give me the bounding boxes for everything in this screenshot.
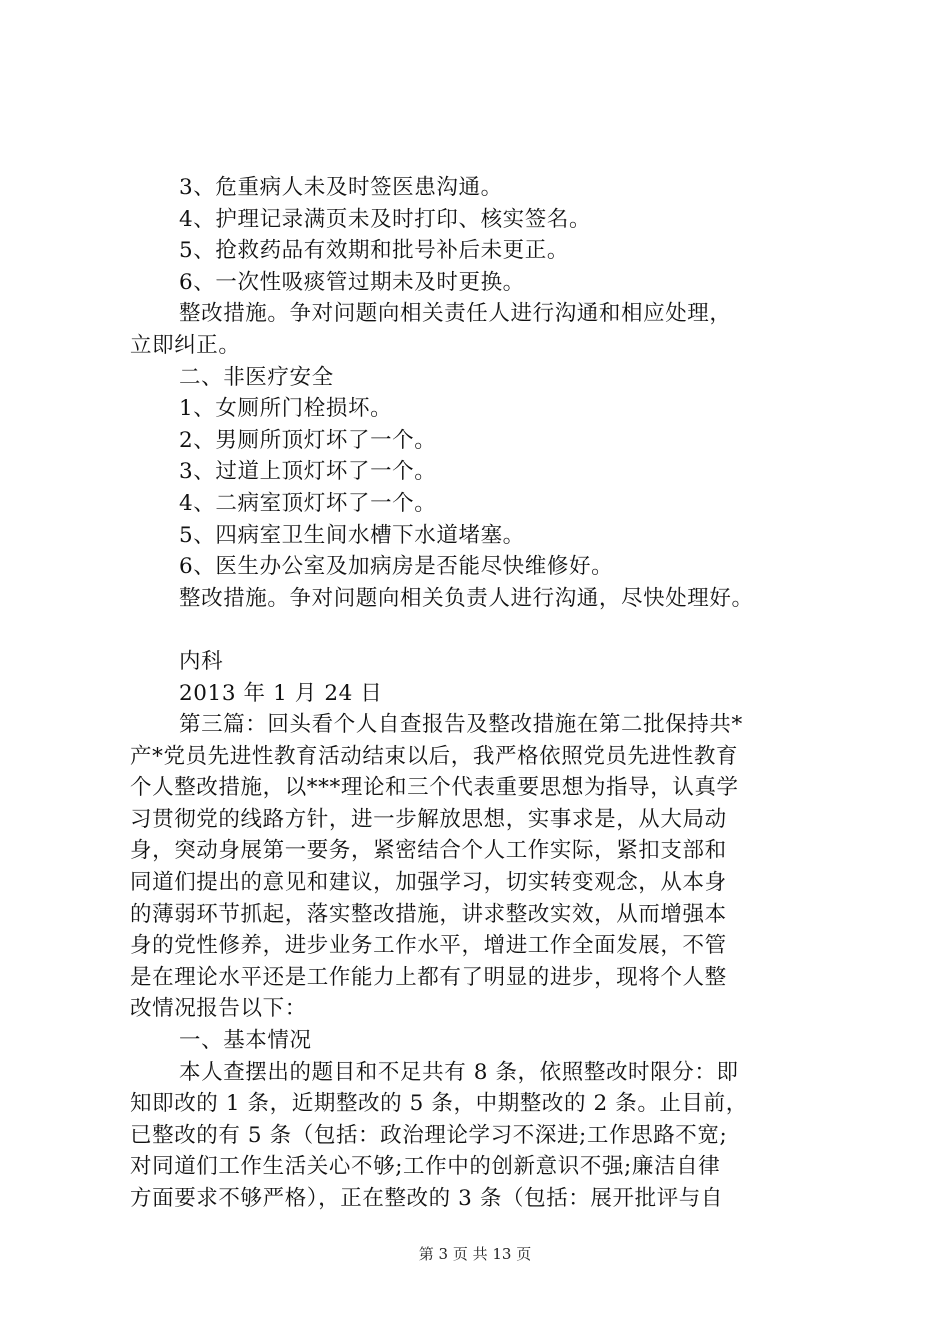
text-line: 已整改的有 5 条（包括：政治理论学习不深进;工作思路不宽;	[130, 1122, 728, 1148]
text-line: 对同道们工作生活关心不够;工作中的创新意识不强;廉洁自律	[130, 1154, 721, 1180]
text-line: 2、男厕所顶灯坏了一个。	[179, 427, 437, 453]
text-line: 是在理论水平还是工作能力上都有了明显的进步，现将个人整	[130, 964, 727, 990]
text-line: 产*党员先进性教育活动结束以后，我严格依照党员先进性教育	[130, 743, 739, 769]
text-line: 1、女厕所门栓损坏。	[179, 396, 393, 422]
text-line: 二、非医疗安全	[179, 364, 334, 390]
text-line: 2013 年 1 月 24 日	[179, 680, 383, 706]
text-line: 同道们提出的意见和建议，加强学习，切实转变观念，从本身	[130, 870, 727, 896]
text-line: 立即纠正。	[130, 332, 241, 358]
text-line: 知即改的 1 条，近期整改的 5 条，中期整改的 2 条。止目前，	[130, 1091, 748, 1117]
text-line: 6、医生办公室及加病房是否能尽快维修好。	[179, 554, 614, 580]
text-line: 的薄弱环节抓起，落实整改措施，讲求整改实效，从而增强本	[130, 901, 727, 927]
text-line: 整改措施。争对问题向相关负责人进行沟通，尽快处理好。	[179, 585, 754, 611]
document-body	[130, 172, 835, 1215]
text-line: 6、一次性吸痰管过期未及时更换。	[179, 269, 525, 295]
blank-line	[130, 614, 835, 646]
text-line: 本人查摆出的题目和不足共有 8 条，依照整改时限分：即	[179, 1059, 739, 1085]
text-line: 4、护理记录满页未及时打印、核实签名。	[179, 206, 592, 232]
text-line: 5、四病室卫生间水槽下水道堵塞。	[179, 522, 525, 548]
text-line: 身，突动身展第一要务，紧密结合个人工作实际，紧扣支部和	[130, 838, 727, 864]
page-footer: 第 3 页 共 13 页	[418, 1245, 532, 1263]
text-line: 3、危重病人未及时签医患沟通。	[179, 175, 503, 200]
text-line: 一、基本情况	[179, 1028, 312, 1054]
text-line: 个人整改措施，以***理论和三个代表重要思想为指导，认真学	[130, 775, 739, 801]
text-line: 3、过道上顶灯坏了一个。	[179, 459, 437, 485]
text-line: 习贯彻党的线路方针，进一步解放思想，实事求是，从大局动	[130, 806, 727, 832]
text-line: 5、抢救药品有效期和批号补后未更正。	[179, 238, 569, 264]
text-line: 第三篇：回头看个人自查报告及整改措施在第二批保持共*	[179, 712, 743, 738]
text-line: 内科	[179, 648, 224, 674]
text-line: 方面要求不够严格），正在整改的 3 条（包括：展开批评与自	[130, 1186, 723, 1211]
text-line: 4、二病室顶灯坏了一个。	[179, 490, 437, 516]
text-line: 改情况报告以下：	[130, 996, 307, 1022]
text-line: 整改措施。争对问题向相关责任人进行沟通和相应处理，	[179, 301, 732, 327]
text-line: 身的党性修养，进步业务工作水平，增进工作全面发展，不管	[130, 933, 727, 959]
